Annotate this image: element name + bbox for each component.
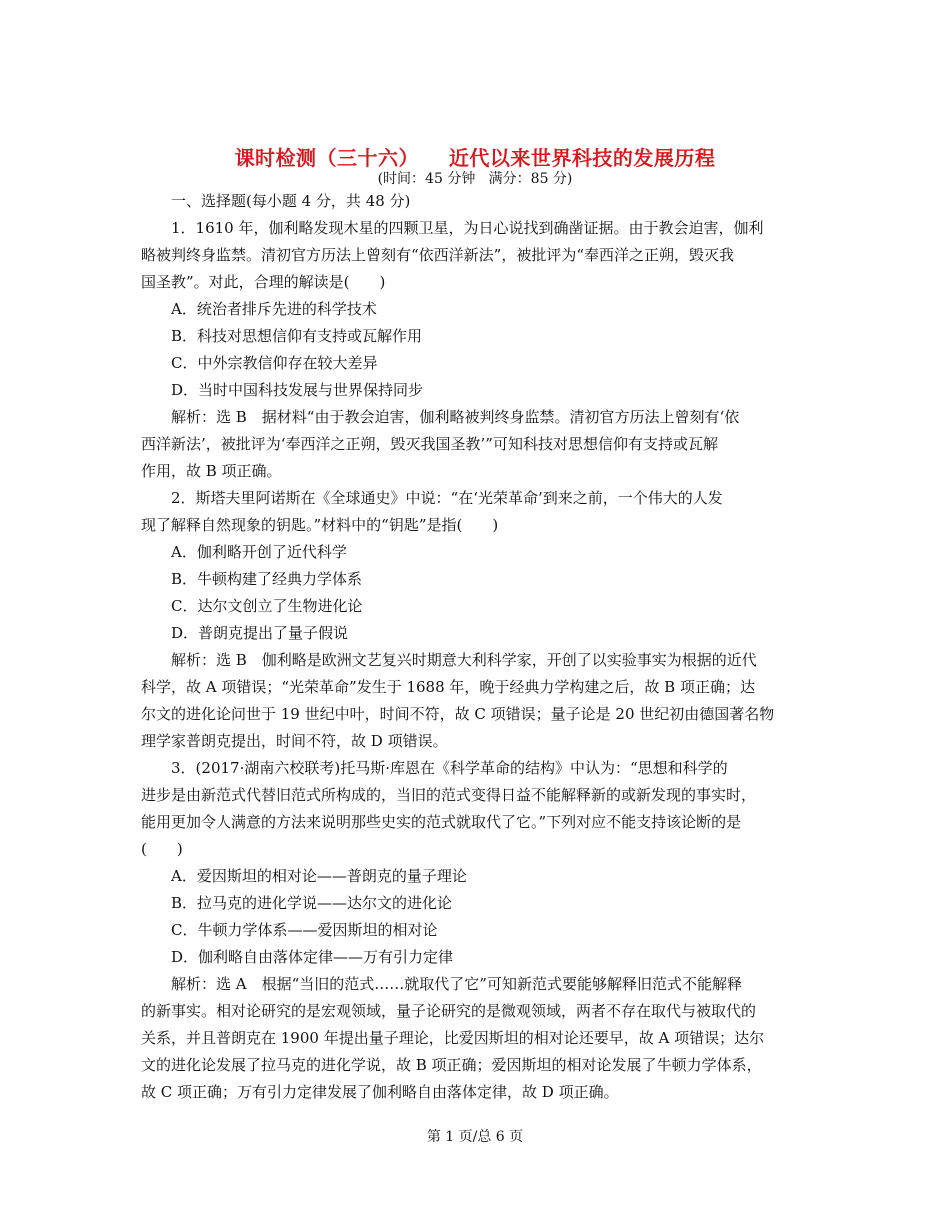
text-line: 故 C 项正确；万有引力定律发展了伽利略自由落体定律，故 D 项正确。 <box>141 1083 619 1101</box>
text-line: 文的进化论发展了拉马克的进化学说，故 B 项正确；爱因斯坦的相对论发展了牛顿力学体系， <box>141 1056 762 1074</box>
text-line: C．中外宗教信仰存在较大差异 <box>171 354 378 372</box>
text-line: ( ) <box>141 840 183 858</box>
text-line: D．普朗克提出了量子假说 <box>171 624 349 642</box>
text-line: D．伽利略自由落体定律——万有引力定律 <box>171 948 454 966</box>
text-line: 解析：选 B 据材料“由于教会迫害，伽利略被判终身监禁。清初官方历法上曾刻有‘依 <box>171 408 740 426</box>
text-line: 解析：选 B 伽利略是欧洲文艺复兴时期意大利科学家，开创了以实验事实为根据的近代 <box>171 651 757 669</box>
text-line: A．统治者排斥先进的科学技术 <box>171 300 377 318</box>
text-line: B．科技对思想信仰有支持或瓦解作用 <box>171 327 423 345</box>
text-line: D．当时中国科技发展与世界保持同步 <box>171 381 424 399</box>
text-line: 理学家普朗克提出，时间不符，故 D 项错误。 <box>141 732 448 750</box>
document-subtitle: (时间：45 分钟 满分：85 分) <box>377 171 573 187</box>
text-line: 解析：选 A 根据“当旧的范式……就取代了它”可知新范式要能够解释旧范式不能解释 <box>171 975 742 993</box>
text-line: 关系，并且普朗克在 1900 年提出量子理论，比爱因斯坦的相对论还要早，故 A 项错误；达尔 <box>141 1029 765 1047</box>
text-line: 西洋新法’，被批评为‘奉西洋之正朔，毁灭我国圣教’”可知科技对思想信仰有支持或瓦解 <box>141 435 718 453</box>
document-title: 课时检测（三十六） 近代以来世界科技的发展历程 <box>234 146 716 170</box>
text-line: 进步是由新范式代替旧范式所构成的，当旧的范式变得日益不能解释新的或新发现的事实时， <box>141 786 757 804</box>
text-line: 能用更加令人满意的方法来说明那些史实的范式就取代了它。”下列对应不能支持该论断的是 <box>141 813 742 831</box>
text-line: 2．斯塔夫里阿诺斯在《全球通史》中说：“在‘光荣革命’到来之前，一个伟大的人发 <box>171 489 723 507</box>
text-line: A．伽利略开创了近代科学 <box>171 543 347 561</box>
text-line: 科学，故 A 项错误；“光荣革命”发生于 1688 年，晚于经典力学构建之后，故 B 项正确；达 <box>141 678 755 696</box>
text-line: B．拉马克的进化学说——达尔文的进化论 <box>171 894 453 912</box>
text-line: 一、选择题(每小题 4 分，共 48 分) <box>171 192 411 210</box>
text-line: C．牛顿力学体系——爱因斯坦的相对论 <box>171 921 438 939</box>
page-number: 第 1 页/总 6 页 <box>426 1129 524 1145</box>
text-line: C．达尔文创立了生物进化论 <box>171 597 363 615</box>
text-line: 尔文的进化论问世于 19 世纪中叶，时间不符，故 C 项错误；量子论是 20 世纪初由德国著名物 <box>141 705 775 723</box>
text-line: 的新事实。相对论研究的是宏观领域，量子论研究的是微观领域，两者不存在取代与被取代的 <box>141 1002 757 1020</box>
text-line: A．爱因斯坦的相对论——普朗克的量子理论 <box>171 867 467 885</box>
document-body <box>141 188 811 1106</box>
text-line: 现了解释自然现象的钥匙。”材料中的“钥匙”是指( ) <box>141 516 499 534</box>
text-line: 作用，故 B 项正确。 <box>141 462 282 480</box>
text-line: 3．(2017·湖南六校联考)托马斯·库恩在《科学革命的结构》中认为：“思想和科学的 <box>171 759 728 777</box>
text-line: B．牛顿构建了经典力学体系 <box>171 570 363 588</box>
text-line: 1．1610 年，伽利略发现木星的四颗卫星，为日心说找到确凿证据。由于教会迫害，伽利 <box>171 219 764 237</box>
text-line: 略被判终身监禁。清初官方历法上曾刻有“依西洋新法”，被批评为“奉西洋之正朔，毁灭我 <box>141 246 735 264</box>
text-line: 国圣教”。对此，合理的解读是( ) <box>141 273 386 291</box>
